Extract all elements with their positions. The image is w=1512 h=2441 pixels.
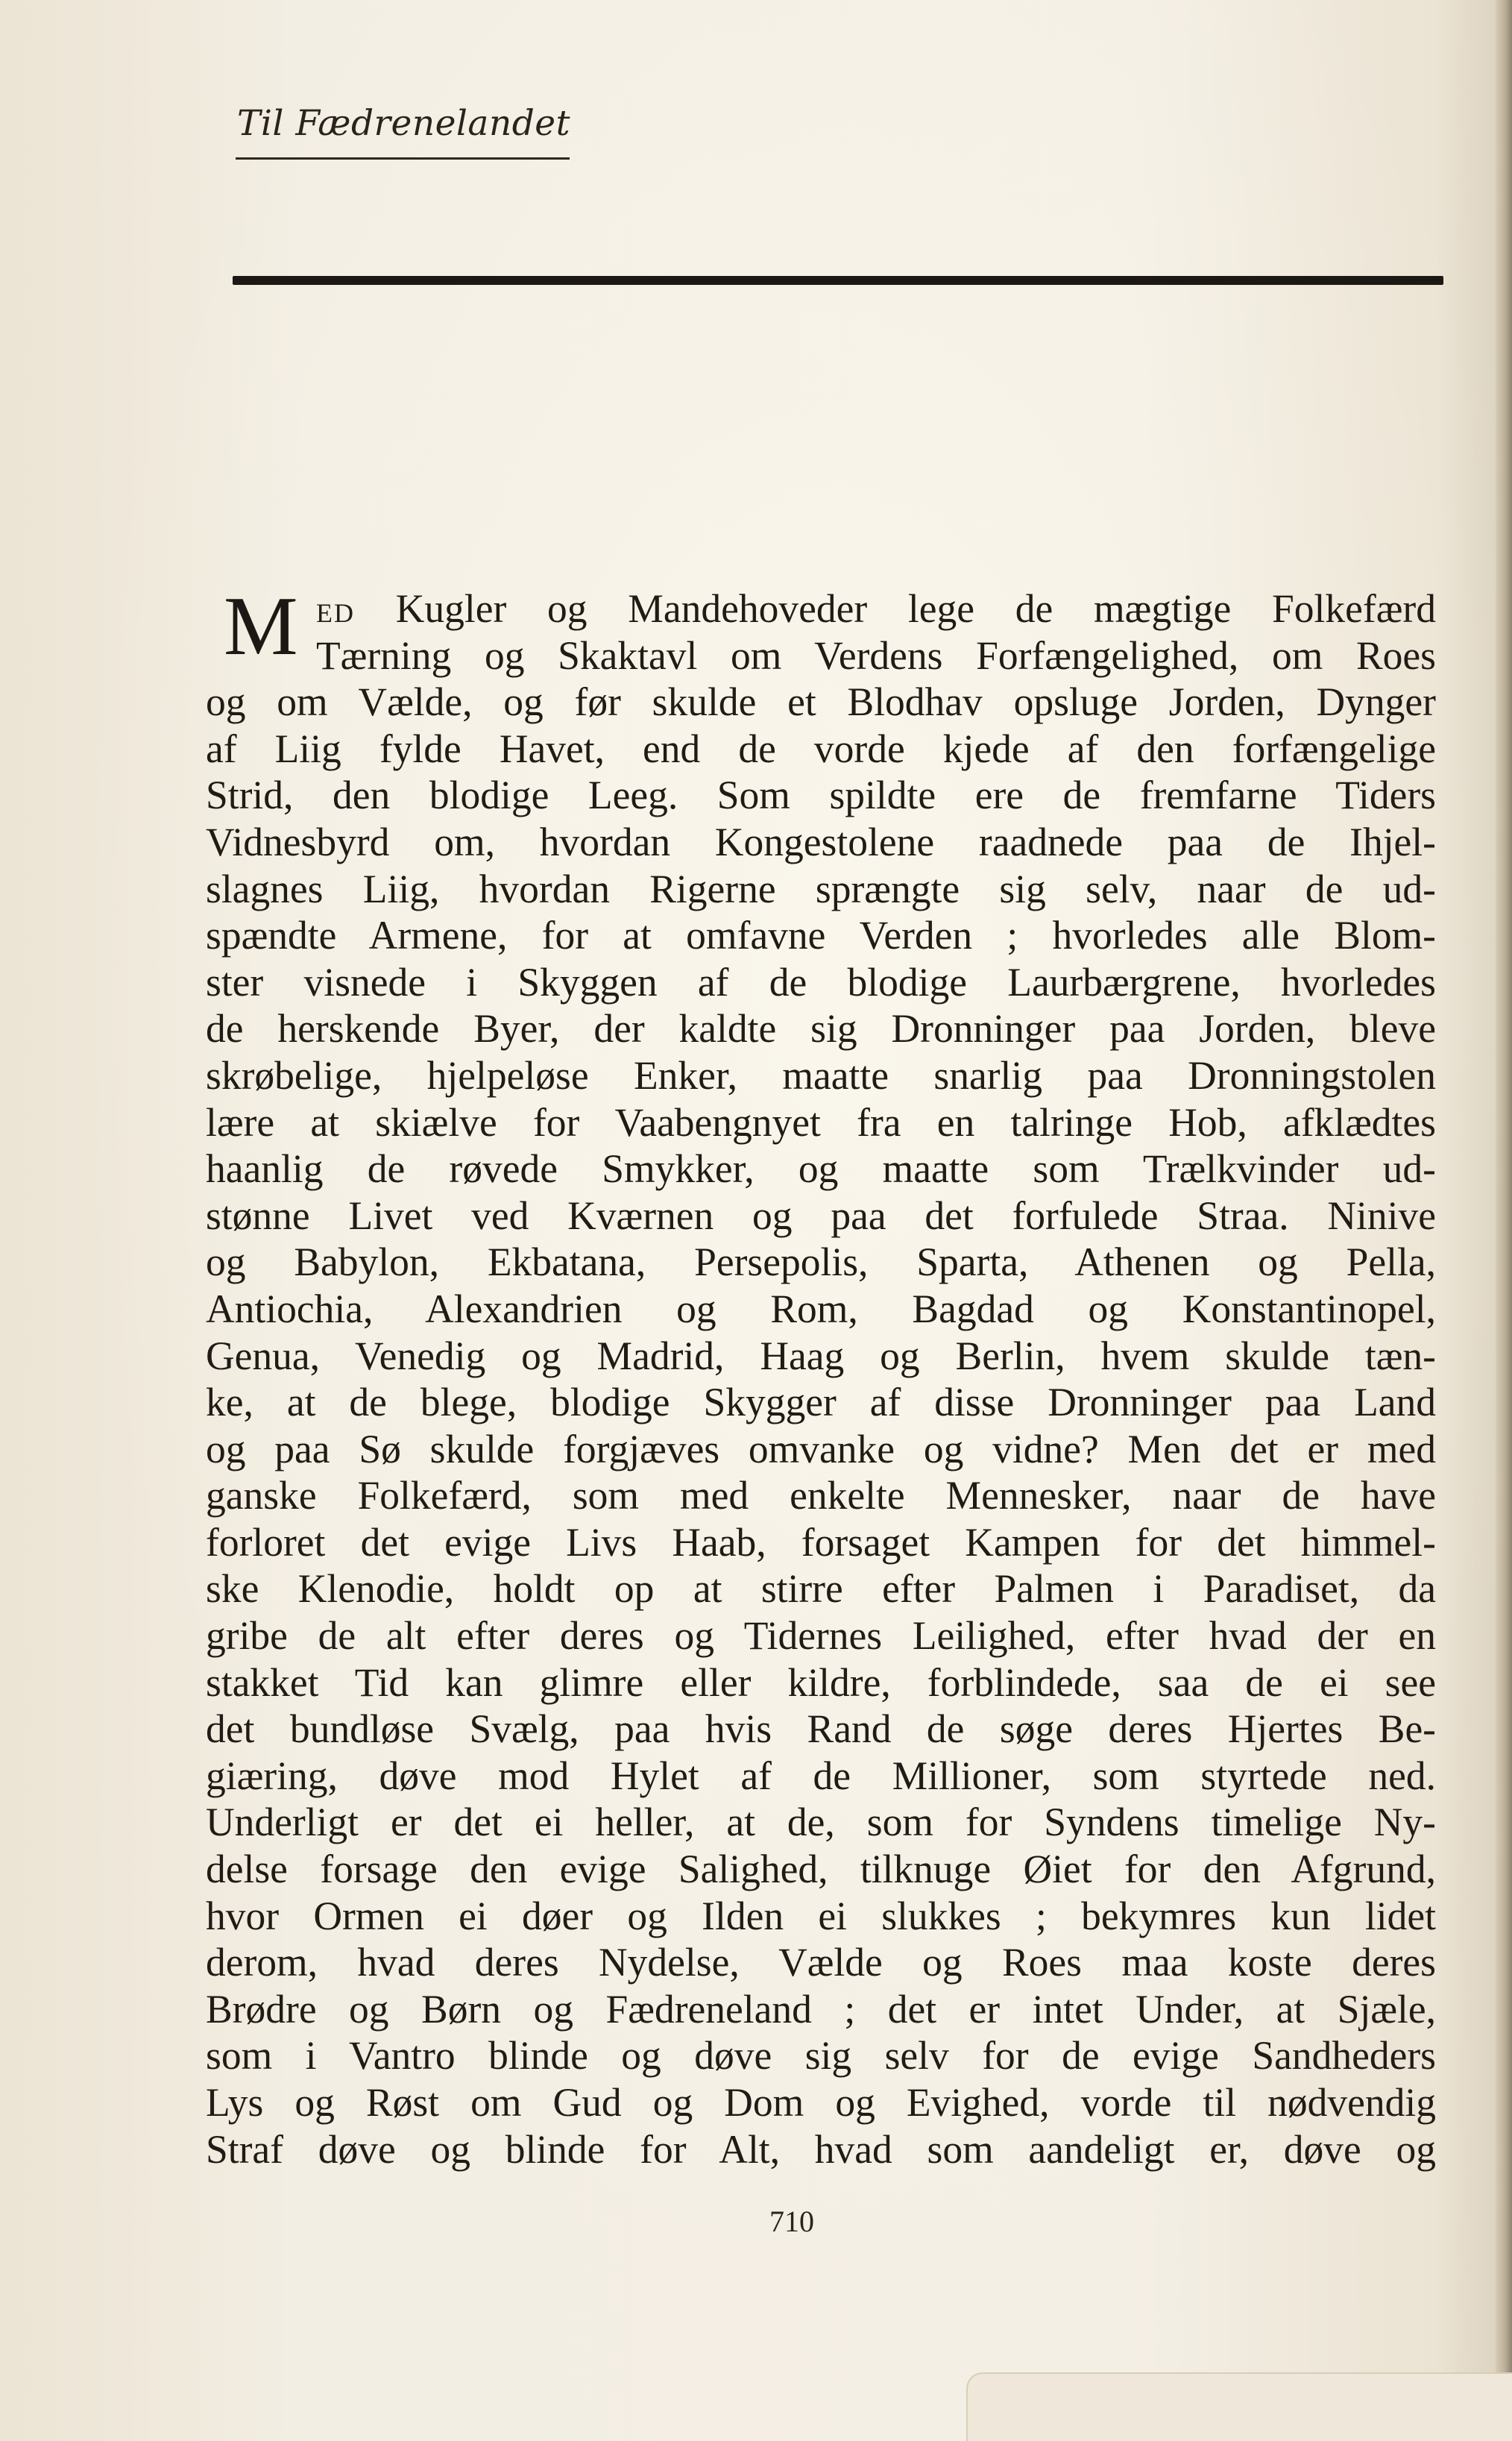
- text-line: det bundløse Svælg, paa hvis Rand de søge deres Hjertes Be-: [206, 1706, 1436, 1752]
- text-line: ster visnede i Skyggen af de blodige Laurbærgrene, hvorledes: [206, 959, 1436, 1005]
- text-line: Strid, den blodige Leeg. Som spildte ere de fremfarne Tiders: [206, 773, 1436, 818]
- text-line: ke, at de blege, blodige Skygger af disse Dronninger paa Land: [206, 1380, 1436, 1425]
- text-line: hvor Ormen ei døer og Ilden ei slukkes ; bekymres kun lidet: [206, 1893, 1436, 1938]
- text-line: Genua, Venedig og Madrid, Haag og Berlin, hvem skulde tæn-: [206, 1333, 1436, 1378]
- text-line: og paa Sø skulde forgjæves omvanke og vidne? Men det er med: [206, 1426, 1436, 1471]
- text-line: delse forsage den evige Salighed, tilknuge Øiet for den Afgrund,: [206, 1847, 1436, 1892]
- text-line-content: Kugler og Mandehoveder lege de mægtige Folkefærd: [395, 586, 1436, 631]
- opening-small-caps: ED: [316, 598, 355, 628]
- text-line: af Liig fylde Havet, end de vorde kjede af den forfængelige: [206, 726, 1436, 771]
- text-line: Underligt er det ei heller, at de, som for Syndens timelige Ny-: [206, 1800, 1436, 1845]
- text-line: giæring, døve mod Hylet af de Millioner, som styrtede ned.: [206, 1753, 1436, 1798]
- body-text: [206, 580, 1436, 2173]
- text-line: Straf døve og blinde for Alt, hvad som aandeligt er, døve og: [206, 2126, 1436, 2172]
- running-head: Til Fædrenelandet: [237, 103, 571, 144]
- text-line: Brødre og Børn og Fædreneland ; det er intet Under, at Sjæle,: [206, 1986, 1436, 2032]
- text-line: de herskende Byer, der kaldte sig Dronninger paa Jorden, bleve: [206, 1006, 1436, 1052]
- text-line: stønne Livet ved Kværnen og paa det forfulede Straa. Ninive: [206, 1193, 1436, 1238]
- text-line: og om Vælde, og før skulde et Blodhav opsluge Jorden, Dynger: [206, 679, 1436, 725]
- text-line: og Babylon, Ekbatana, Persepolis, Sparta, Athenen og Pella,: [206, 1240, 1436, 1285]
- text-line: ske Klenodie, holdt op at stirre efter Palmen i Paradiset, da: [206, 1566, 1436, 1612]
- text-line: Tærning og Skaktavl om Verdens Forfængelighed, om Roes: [316, 632, 1436, 678]
- text-line: slagnes Liig, hvordan Rigerne sprængte sig selv, naar de ud-: [206, 866, 1436, 911]
- text-line: Vidnesbyrd om, hvordan Kongestolene raadnede paa de Ihjel-: [206, 819, 1436, 864]
- text-line: Lys og Røst om Gud og Dom og Evighed, vorde til nødvendig: [206, 2080, 1436, 2125]
- page-corner: [966, 2372, 1512, 2441]
- running-head-underline: [236, 157, 570, 160]
- drop-cap: M: [224, 580, 298, 673]
- text-line: spændte Armene, for at omfavne Verden ; hvorledes alle Blom-: [206, 913, 1436, 958]
- text-line: stakket Tid kan glimre eller kildre, forblindede, saa de ei see: [206, 1659, 1436, 1705]
- text-line: skrøbelige, hjelpeløse Enker, maatte snarlig paa Dronningstolen: [206, 1052, 1436, 1098]
- page-number: 710: [769, 2205, 814, 2238]
- text-line: gribe de alt efter deres og Tidernes Leilighed, efter hvad der en: [206, 1613, 1436, 1659]
- text-line: haanlig de røvede Smykker, og maatte som Trælkvinder ud-: [206, 1146, 1436, 1192]
- page-edge: [1496, 0, 1512, 2441]
- text-line: som i Vantro blinde og døve sig selv for de evige Sandheders: [206, 2033, 1436, 2079]
- section-rule: [233, 276, 1443, 285]
- text-line: ganske Folkefærd, som med enkelte Mennesker, naar de have: [206, 1473, 1436, 1518]
- text-line: [316, 585, 1436, 632]
- text-line: derom, hvad deres Nydelse, Vælde og Roes maa koste deres: [206, 1940, 1436, 1985]
- text-line: forloret det evige Livs Haab, forsaget Kampen for det himmel-: [206, 1519, 1436, 1565]
- text-line: Antiochia, Alexandrien og Rom, Bagdad og Konstantinopel,: [206, 1286, 1436, 1331]
- text-line: lære at skiælve for Vaabengnyet fra en talringe Hob, afklædtes: [206, 1099, 1436, 1145]
